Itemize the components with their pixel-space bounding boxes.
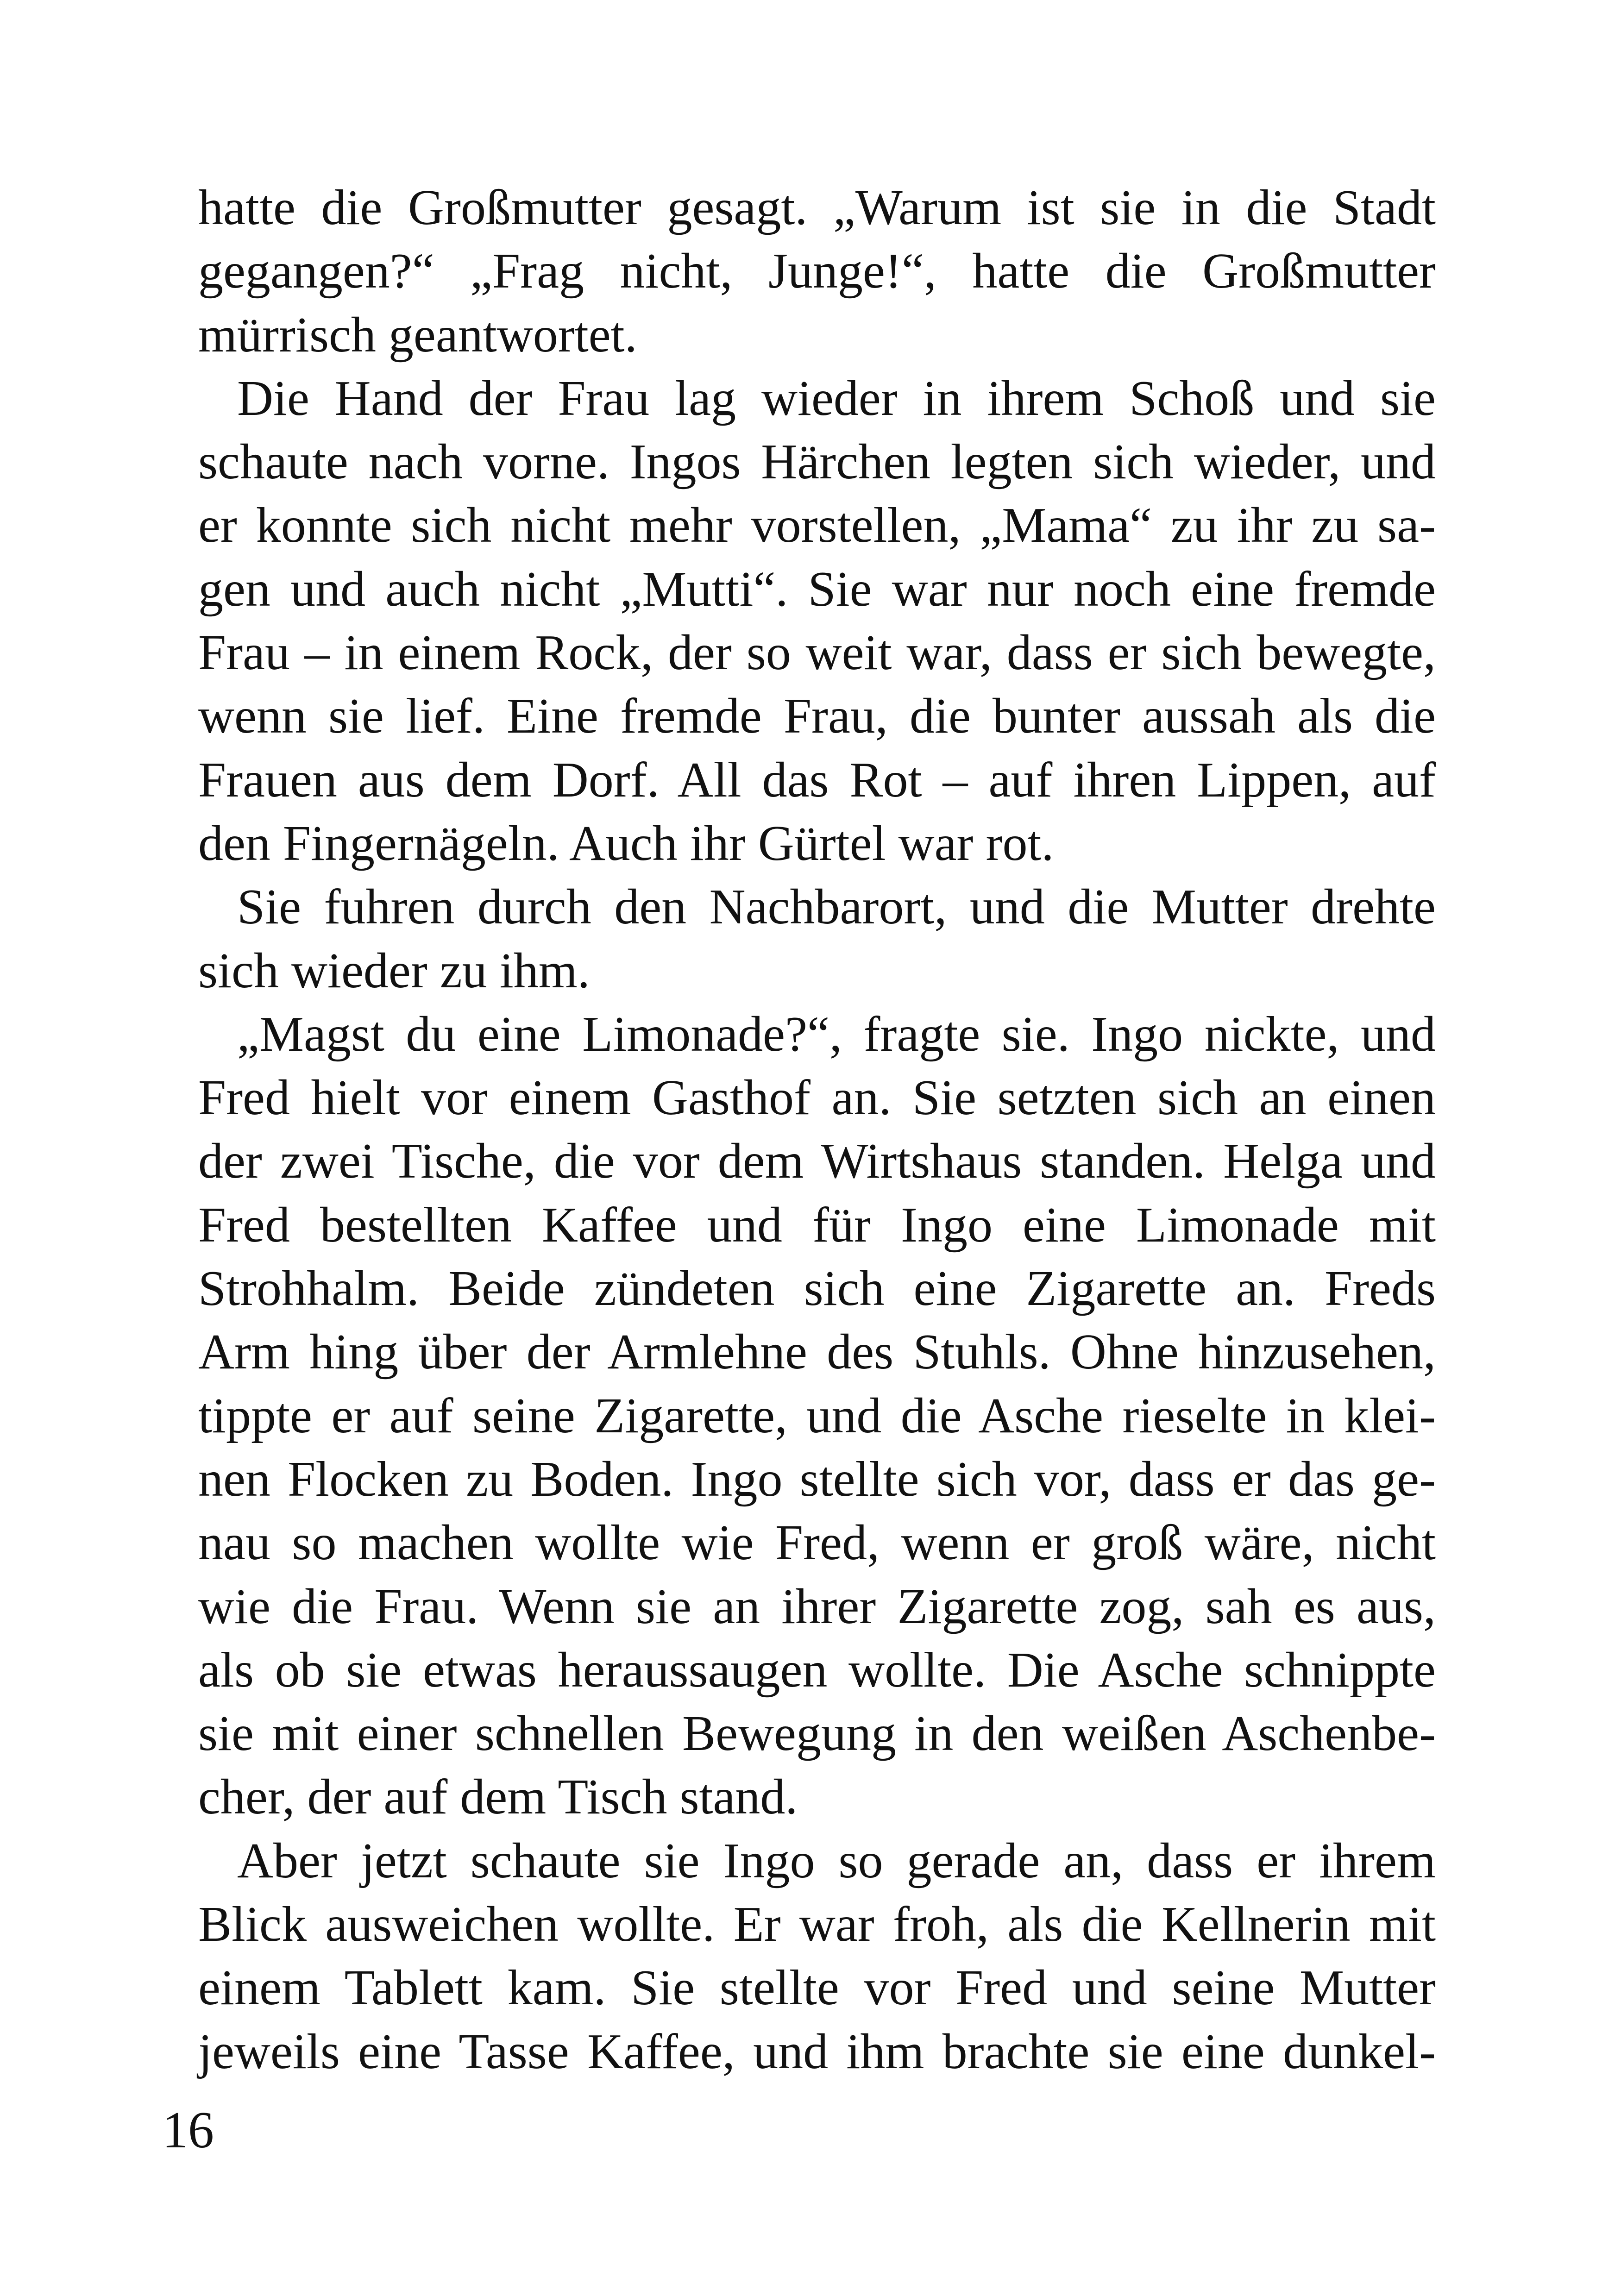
text-line: Fred hielt vor einem Gasthof an. Sie setzten sich an einen bbox=[198, 1070, 1436, 1126]
text-line: nen Flocken zu Boden. Ingo stellte sich vor, dass er das ge- bbox=[198, 1451, 1436, 1507]
text-line: Arm hing über der Armlehne des Stuhls. Ohne hinzusehen, bbox=[198, 1324, 1436, 1380]
text-line: hatte die Großmutter gesagt. „Warum ist sie in die Stadt bbox=[198, 180, 1436, 235]
body-text bbox=[198, 176, 1436, 2083]
text-line: Die Hand der Frau lag wieder in ihrem Schoß und sie bbox=[237, 370, 1436, 426]
text-line: sich wieder zu ihm. bbox=[198, 943, 590, 998]
page-number: 16 bbox=[162, 2102, 214, 2159]
text-line: Aber jetzt schaute sie Ingo so gerade an, dass er ihrem bbox=[237, 1833, 1436, 1888]
text-line: jeweils eine Tasse Kaffee, und ihm brachte sie eine dunkel- bbox=[198, 2024, 1436, 2079]
text-line: schaute nach vorne. Ingos Härchen legten sich wieder, und bbox=[198, 434, 1436, 490]
text-line: gegangen?“ „Frag nicht, Junge!“, hatte die Großmutter bbox=[198, 244, 1436, 299]
text-line: nau so machen wollte wie Fred, wenn er groß wäre, nicht bbox=[198, 1515, 1436, 1571]
text-line: Frauen aus dem Dorf. All das Rot – auf ihren Lippen, auf bbox=[198, 752, 1436, 808]
text-line: er konnte sich nicht mehr vorstellen, „Mama“ zu ihr zu sa- bbox=[198, 498, 1436, 553]
text-line: sie mit einer schnellen Bewegung in den weißen Aschenbe- bbox=[198, 1706, 1436, 1762]
text-line: Strohhalm. Beide zündeten sich eine Zigarette an. Freds bbox=[198, 1261, 1436, 1317]
text-line: der zwei Tische, die vor dem Wirtshaus standen. Helga und bbox=[198, 1134, 1436, 1189]
text-line: Sie fuhren durch den Nachbarort, und die Mutter drehte bbox=[237, 879, 1436, 935]
text-line: Blick ausweichen wollte. Er war froh, als die Kellnerin mit bbox=[198, 1897, 1436, 1952]
text-line: wenn sie lief. Eine fremde Frau, die bunter aussah als die bbox=[198, 689, 1436, 744]
text-line: „Magst du eine Limonade?“, fragte sie. Ingo nickte, und bbox=[237, 1006, 1436, 1062]
text-line: den Fingernägeln. Auch ihr Gürtel war rot. bbox=[198, 816, 1054, 871]
text-line: einem Tablett kam. Sie stellte vor Fred und seine Mutter bbox=[198, 1960, 1436, 2016]
text-line: gen und auch nicht „Mutti“. Sie war nur noch eine fremde bbox=[198, 561, 1436, 617]
text-line: tippte er auf seine Zigarette, und die Asche rieselte in klei- bbox=[198, 1388, 1436, 1443]
text-line: als ob sie etwas heraussaugen wollte. Die Asche schnippte bbox=[198, 1642, 1436, 1698]
text-line: Frau – in einem Rock, der so weit war, dass er sich bewegte, bbox=[198, 625, 1436, 681]
text-line: wie die Frau. Wenn sie an ihrer Zigarette zog, sah es aus, bbox=[198, 1579, 1436, 1634]
text-line: mürrisch geantwortet. bbox=[198, 307, 637, 363]
text-line: Fred bestellten Kaffee und für Ingo eine Limonade mit bbox=[198, 1197, 1436, 1253]
text-line: cher, der auf dem Tisch stand. bbox=[198, 1769, 798, 1825]
